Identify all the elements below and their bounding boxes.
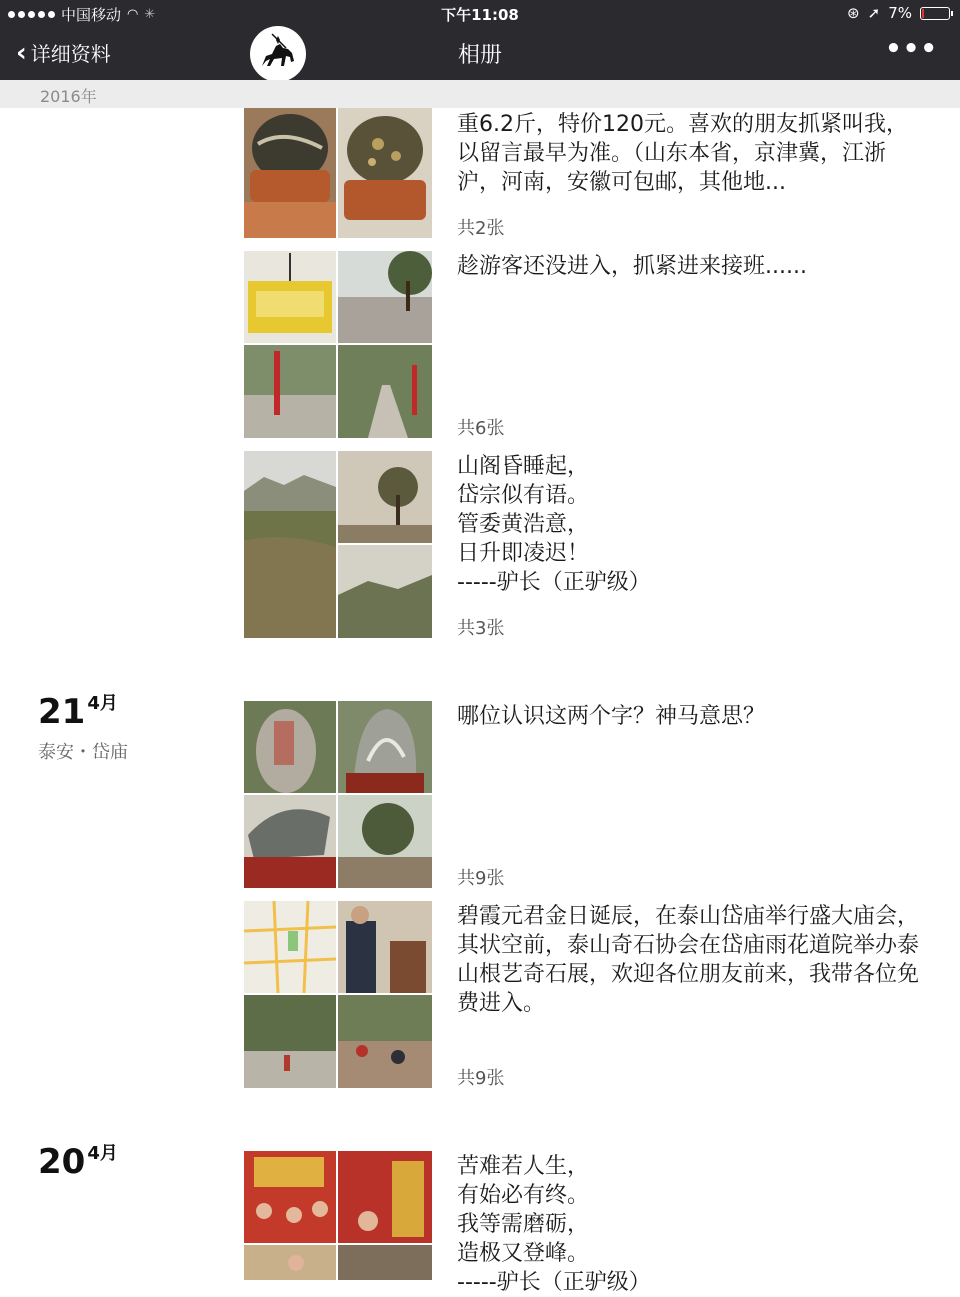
photo-grid[interactable]: [244, 251, 432, 438]
more-dots-icon[interactable]: •••: [885, 34, 938, 64]
crowd-photo-image: [244, 995, 336, 1088]
stone-photo-image: [244, 108, 336, 238]
photo-thumbnail[interactable]: [338, 1151, 432, 1243]
photo-thumbnail[interactable]: [244, 1245, 336, 1280]
inscribed-stone-photo-image: [244, 701, 336, 793]
status-right: [847, 4, 950, 22]
courtyard-photo-image: [338, 795, 432, 888]
post-text: 碧霞元君金日诞辰，在泰山岱庙举行盛大庙会，其状空前，泰山奇石协会在岱庙雨花道院举办泰山根艺奇石展，欢迎各位朋友前来，我带各位免费进入。: [457, 904, 920, 1016]
photo-grid[interactable]: [244, 901, 432, 1088]
photo-thumbnail[interactable]: [338, 108, 432, 238]
photo-thumbnail[interactable]: [244, 795, 336, 888]
photo-count: 共3张: [457, 618, 505, 639]
temple-fair-photo-image: [338, 1151, 432, 1243]
photo-thumbnail[interactable]: [338, 701, 432, 793]
photo-thumbnail[interactable]: [244, 901, 336, 993]
photo-count: 共2张: [457, 218, 505, 239]
photo-grid[interactable]: [244, 1151, 432, 1280]
photo-thumbnail[interactable]: [338, 545, 432, 638]
status-time: 下午11:08: [441, 6, 519, 24]
photo-thumbnail[interactable]: [244, 251, 336, 343]
photo-thumbnail[interactable]: [244, 995, 336, 1088]
tree-photo-image: [338, 451, 432, 543]
chevron-left-icon: ‹: [16, 37, 27, 68]
post-text: 山阁昏睡起， 岱宗似有语。 管委黄浩意， 日升即凌迟！ -----驴长（正驴级）: [457, 454, 651, 595]
post-text: 重6.2斤，特价120元。喜欢的朋友抓紧叫我，以留言最早为准。（山东本省，京津冀，江浙沪，河南，安徽可包邮，其他地...: [457, 112, 908, 195]
year-header: 2016年: [0, 80, 960, 108]
mountain-photo-image: [338, 545, 432, 638]
photo-thumbnail[interactable]: [338, 795, 432, 888]
date-month: 4月: [87, 693, 118, 714]
carrier-label: 中国移动: [61, 6, 122, 24]
photo-thumbnail[interactable]: [244, 108, 336, 238]
post-date: [38, 1142, 118, 1182]
park-photo-image: [338, 251, 432, 343]
photo-count: 共6张: [457, 418, 505, 439]
nav-bar: [0, 26, 960, 80]
photo-thumbnail[interactable]: [244, 451, 336, 638]
photo-grid[interactable]: [244, 108, 432, 238]
post-text: 苦难若人生， 有始必有终。 我等需磨砺， 造极又登峰。 -----驴长（正驴级）: [457, 1154, 651, 1295]
mountain-photo-image: [244, 451, 336, 638]
photo-count: 共9张: [457, 868, 505, 889]
photo-thumbnail[interactable]: [338, 995, 432, 1088]
post-text: 趁游客还没进入，抓紧进来接班......: [457, 254, 807, 279]
temple-fair-photo-image: [244, 1245, 336, 1280]
photo-thumbnail[interactable]: [244, 701, 336, 793]
battery-percent: 7%: [888, 4, 912, 22]
photo-thumbnail[interactable]: [338, 901, 432, 993]
photo-thumbnail[interactable]: [338, 1245, 432, 1280]
date-day: 21: [38, 692, 86, 732]
orientation-lock-icon: ⊛: [847, 4, 860, 22]
temple-fair-photo-image: [338, 1245, 432, 1280]
post-location: 泰安・岱庙: [38, 742, 128, 763]
temple-fair-photo-image: [244, 1151, 336, 1243]
date-day: 20: [38, 1142, 86, 1182]
stone-photo-image: [244, 795, 336, 888]
back-label: 详细资料: [30, 42, 111, 66]
post-date: [38, 692, 118, 732]
photo-grid[interactable]: [244, 701, 432, 888]
date-month: 4月: [87, 1143, 118, 1164]
photo-thumbnail[interactable]: [244, 1151, 336, 1243]
photo-count: 共9张: [457, 1068, 505, 1089]
photo-thumbnail[interactable]: [338, 345, 432, 438]
stone-photo-image: [338, 701, 432, 793]
photo-thumbnail[interactable]: [338, 251, 432, 343]
post-text: 哪位认识这两个字？神马意思？: [457, 704, 766, 729]
park-photo-image: [338, 345, 432, 438]
crowd-photo-image: [338, 995, 432, 1088]
battery-fill: [922, 9, 924, 18]
photo-grid[interactable]: [244, 451, 432, 638]
map-photo-image: [244, 901, 336, 993]
photo-thumbnail[interactable]: [244, 345, 336, 438]
photo-thumbnail[interactable]: [338, 451, 432, 543]
wifi-icon: ◠: [127, 7, 139, 22]
certificate-photo-image: [244, 251, 336, 343]
people-photo-image: [338, 901, 432, 993]
status-bar: [0, 0, 960, 26]
battery-icon: [920, 7, 950, 20]
stone-photo-image: [338, 108, 432, 238]
page-title: 相册: [457, 43, 502, 68]
park-photo-image: [244, 345, 336, 438]
activity-spinner-icon: ✳: [144, 7, 156, 22]
location-icon: ➚: [867, 4, 881, 22]
